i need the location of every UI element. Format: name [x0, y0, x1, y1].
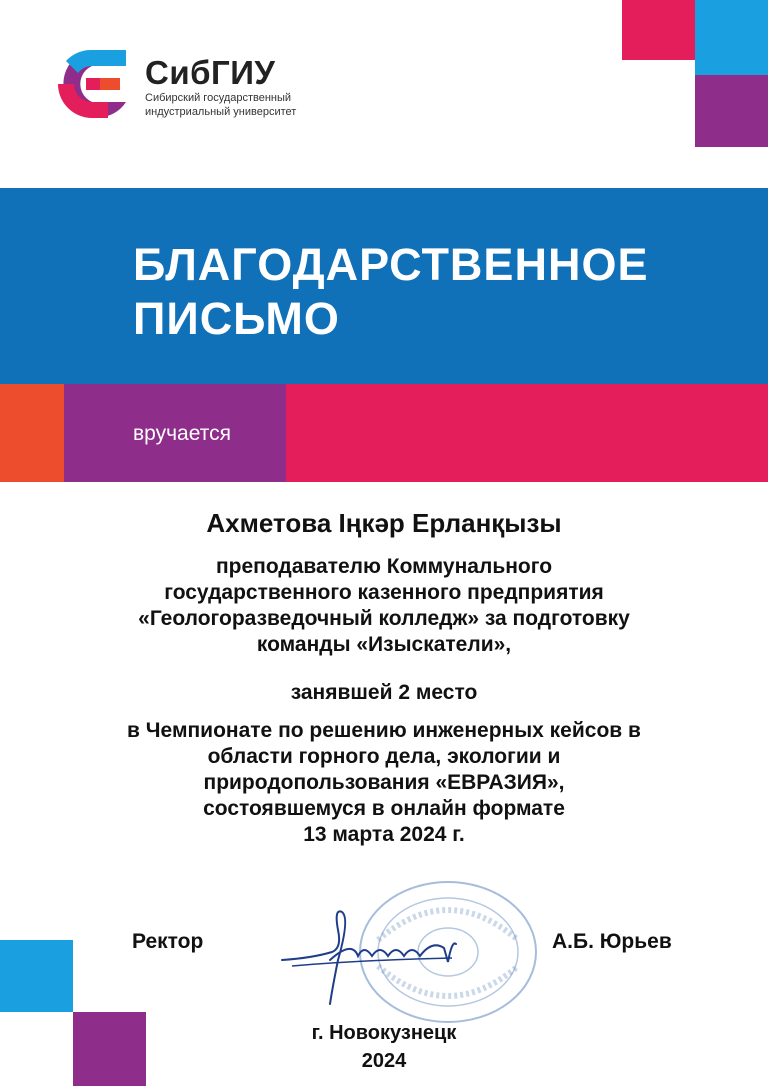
logo-subtitle-line1: Сибирский государственный	[145, 92, 292, 104]
decor-square-purple	[695, 75, 768, 147]
signatory-name: А.Б. Юрьев	[552, 930, 672, 953]
description-line: «Геологоразведочный колледж» за подготовку	[138, 607, 630, 630]
title-line1: БЛАГОДАРСТВЕННОЕ	[133, 239, 649, 290]
event-line: природопользования «ЕВРАЗИЯ»,	[203, 771, 565, 794]
decor-strip-pink	[286, 384, 768, 482]
title-line2: ПИСЬМО	[133, 293, 340, 344]
event-line: области горного дела, экологии и	[207, 745, 561, 768]
description-line: государственного казенного предприятия	[164, 581, 604, 604]
event-line: состоявшемуся в онлайн формате	[203, 797, 565, 820]
decor-square-purple-bottom	[73, 1012, 146, 1086]
place-text: занявшей 2 место	[290, 681, 478, 704]
event-line: в Чемпионате по решению инженерных кейсов в	[127, 719, 641, 742]
document-title	[133, 238, 733, 346]
event-date: 13 марта 2024 г.	[303, 823, 465, 846]
recipient-name: Ахметова Іңкәр Ерланқызы	[206, 508, 562, 538]
logo-subtitle	[145, 91, 315, 119]
decor-square-blue	[695, 0, 768, 75]
description-line: преподавателю Коммунального	[215, 555, 553, 578]
signatory-title: Ректор	[132, 930, 204, 953]
city: г. Новокузнецк	[311, 1022, 457, 1044]
year: 2024	[361, 1050, 407, 1072]
logo-name: СибГИУ	[145, 54, 276, 91]
decor-square-pink	[622, 0, 695, 60]
logo-subtitle-line2: индустриальный университет	[145, 106, 297, 118]
signature-icon	[272, 900, 472, 1010]
decor-square-blue-bottom	[0, 940, 73, 1012]
recipient-description	[40, 554, 728, 658]
awarded-label: вручается	[133, 422, 231, 445]
description-line: команды «Изыскатели»,	[256, 633, 512, 656]
decor-strip-orange	[0, 384, 64, 482]
event-description	[40, 718, 728, 848]
sibgiu-logo-icon	[52, 46, 132, 122]
